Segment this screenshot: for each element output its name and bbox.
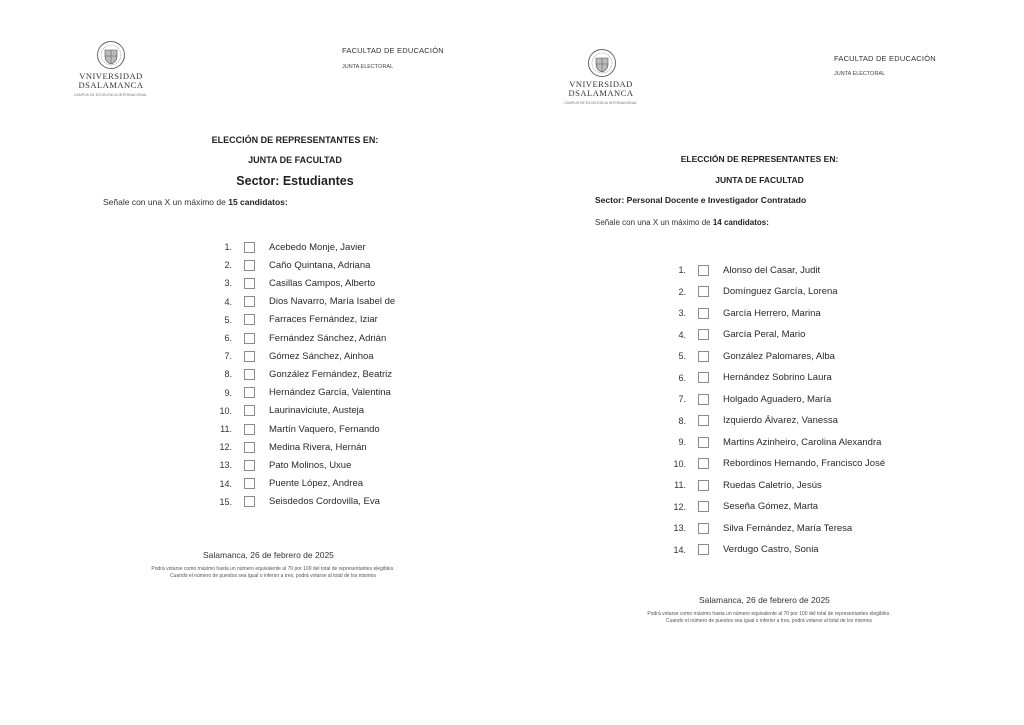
candidate-row	[662, 412, 838, 430]
candidate-number: 11.	[220, 424, 232, 434]
voting-note	[564, 611, 974, 625]
university-seal-icon	[96, 40, 126, 70]
vote-checkbox[interactable]	[244, 369, 255, 380]
candidate-name: Hernández Sobrino Laura	[723, 372, 832, 383]
candidate-number: 8.	[224, 369, 232, 380]
vote-checkbox[interactable]	[244, 405, 255, 416]
sector-title: Sector: Estudiantes	[236, 174, 354, 188]
candidate-number: 14.	[219, 478, 232, 489]
vote-checkbox[interactable]	[698, 286, 709, 297]
date-line: Salamanca, 26 de febrero de 2025	[699, 595, 830, 605]
university-name-line2: DSALAMANCA	[568, 88, 634, 98]
candidate-row	[662, 326, 805, 344]
vote-checkbox[interactable]	[244, 296, 255, 307]
vote-checkbox[interactable]	[698, 458, 709, 469]
candidate-row	[208, 420, 380, 438]
candidate-name: García Peral, Mario	[723, 329, 806, 340]
vote-checkbox[interactable]	[244, 496, 255, 507]
candidate-name: Alonso del Casar, Judit	[723, 264, 821, 276]
junta-electoral-label: JUNTA ELECTORAL	[342, 64, 394, 70]
candidate-name: Casillas Campos, Alberto	[269, 277, 376, 289]
voting-note-line1: Podrá votarse como máximo hasta un número equivalente al 70 por 100 del total de representantes elegibles.	[151, 566, 395, 572]
candidate-number: 6.	[678, 372, 686, 383]
candidate-row	[208, 329, 386, 347]
vote-checkbox[interactable]	[244, 460, 255, 471]
ballot-sheet-teaching-staff	[512, 0, 1024, 725]
vote-checkbox[interactable]	[698, 501, 709, 512]
candidate-name: Izquierdo Álvarez, Vanessa	[723, 415, 838, 426]
voting-note-line2: Cuando el número de puestos sea igual o inferior a tres, podrá votarse al total de los mismos	[170, 573, 376, 579]
candidate-row	[662, 369, 832, 387]
candidate-number: 9.	[678, 437, 686, 447]
candidate-number: 3.	[224, 278, 232, 289]
candidate-name: Verdugo Castro, Sonia	[723, 544, 819, 555]
sector-title: Sector: Personal Docente e Investigador Contratado	[595, 195, 807, 205]
board-heading: JUNTA DE FACULTAD	[715, 175, 804, 185]
university-subtitle: CAMPUS DE EXCELENCIA INTERNACIONAL	[74, 93, 148, 97]
candidate-name: Laurinaviciute, Austeja	[269, 405, 365, 417]
university-name	[568, 80, 634, 98]
candidate-row	[208, 456, 351, 474]
vote-checkbox[interactable]	[698, 329, 709, 340]
candidate-name: Ruedas Caletrío, Jesús	[723, 479, 822, 491]
vote-checkbox[interactable]	[244, 278, 255, 289]
candidate-name: Rebordinos Hernando, Francisco José	[723, 458, 886, 469]
candidate-name: González Palomares, Alba	[723, 350, 835, 362]
vote-checkbox[interactable]	[244, 242, 255, 253]
candidate-number: 9.	[224, 387, 232, 398]
candidate-row	[662, 455, 885, 473]
candidate-number: 11.	[674, 480, 686, 490]
vote-checkbox[interactable]	[698, 308, 709, 319]
faculty-name: FACULTAD DE EDUCACIÓN	[834, 54, 936, 63]
candidate-row	[208, 493, 380, 511]
candidate-number: 4.	[224, 296, 232, 307]
board-heading: JUNTA DE FACULTAD	[248, 155, 342, 165]
vote-checkbox[interactable]	[244, 333, 255, 344]
candidate-name: Holgado Aguadero, María	[723, 393, 832, 405]
vote-checkbox[interactable]	[698, 480, 709, 491]
candidate-name: González Fernández, Beatriz	[269, 368, 393, 380]
candidate-row	[208, 274, 375, 292]
vote-checkbox[interactable]	[244, 478, 255, 489]
vote-checkbox[interactable]	[698, 372, 709, 383]
candidate-number: 4.	[678, 329, 686, 340]
candidate-row	[208, 438, 367, 456]
candidate-row	[208, 238, 366, 256]
voting-note-line2: Cuando el número de puestos sea igual o inferior a tres, podrá votarse al total de los mismos	[666, 618, 872, 624]
instruction-prefix: Señale con una X un máximo de	[595, 218, 713, 227]
candidate-number: 13.	[673, 523, 686, 533]
candidate-row	[662, 347, 835, 365]
candidate-number: 1.	[678, 265, 686, 275]
candidate-number: 13.	[219, 460, 232, 471]
university-name	[78, 72, 144, 90]
candidate-name: Seisdedos Cordovilla, Eva	[269, 496, 380, 508]
candidate-row	[208, 384, 391, 402]
candidate-number: 7.	[678, 394, 686, 404]
candidate-number: 12.	[219, 442, 232, 453]
instruction-max: 15 candidatos:	[228, 197, 288, 207]
candidate-number: 12.	[673, 501, 686, 512]
candidate-number: 14.	[673, 544, 686, 555]
candidate-row	[662, 541, 819, 559]
candidate-name: Gómez Sánchez, Ainhoa	[269, 350, 374, 362]
vote-checkbox[interactable]	[698, 544, 709, 555]
candidate-name: Martín Vaquero, Fernando	[269, 423, 380, 435]
vote-checkbox[interactable]	[244, 260, 255, 271]
date-line: Salamanca, 26 de febrero de 2025	[203, 550, 334, 560]
candidate-row	[662, 433, 881, 451]
vote-checkbox[interactable]	[698, 351, 709, 362]
instruction-text	[103, 197, 288, 207]
candidate-number: 15.	[219, 496, 232, 507]
faculty-name: FACULTAD DE EDUCACIÓN	[342, 46, 444, 55]
candidate-row	[662, 283, 838, 301]
candidate-row	[208, 475, 363, 493]
vote-checkbox[interactable]	[698, 394, 709, 405]
instruction-text	[595, 218, 769, 227]
vote-checkbox[interactable]	[698, 523, 709, 534]
candidate-number: 3.	[678, 308, 686, 318]
candidate-name: Medina Rivera, Hernán	[269, 441, 367, 453]
candidate-row	[662, 304, 821, 322]
candidate-number: 5.	[224, 314, 232, 325]
candidate-number: 2.	[678, 286, 686, 297]
junta-electoral-label: JUNTA ELECTORAL	[834, 71, 886, 77]
instruction-prefix: Señale con una X un máximo de	[103, 197, 229, 207]
candidate-row	[208, 365, 392, 383]
candidate-name: Puente López, Andrea	[269, 478, 364, 490]
candidate-name: Silva Fernández, María Teresa	[723, 522, 853, 534]
candidate-name: Caño Quintana, Adriana	[269, 259, 371, 271]
candidate-name: Domínguez García, Lorena	[723, 286, 838, 297]
election-heading: ELECCIÓN DE REPRESENTANTES EN:	[680, 154, 839, 164]
candidate-number: 10.	[673, 458, 686, 469]
university-name-line1: VNIVERSIDAD	[79, 71, 143, 81]
candidate-row	[662, 390, 831, 408]
vote-checkbox[interactable]	[698, 265, 709, 276]
university-name-line2: DSALAMANCA	[78, 80, 144, 90]
vote-checkbox[interactable]	[244, 314, 255, 325]
candidate-row	[662, 498, 818, 516]
candidate-name: Fernández Sánchez, Adrián	[269, 332, 387, 344]
candidate-name: Martins Azinheiro, Carolina Alexandra	[723, 436, 882, 448]
candidate-name: Pato Molinos, Uxue	[269, 459, 352, 471]
candidate-name: Seseña Gómez, Marta	[723, 501, 819, 512]
candidate-name: Farraces Fernández, Iziar	[269, 314, 378, 326]
candidate-name: Hernández García, Valentina	[269, 387, 391, 399]
candidate-row	[208, 311, 378, 329]
vote-checkbox[interactable]	[244, 351, 255, 362]
candidate-row	[662, 519, 852, 537]
university-name-line1: VNIVERSIDAD	[569, 79, 633, 89]
candidate-row	[208, 347, 374, 365]
vote-checkbox[interactable]	[244, 424, 255, 435]
candidate-row	[662, 476, 822, 494]
candidate-row	[208, 402, 364, 420]
candidate-number: 5.	[678, 351, 686, 361]
voting-note-line1: Podrá votarse como máximo hasta un número equivalente al 70 por 100 del total de representantes elegibles.	[647, 611, 891, 617]
candidate-row	[662, 261, 820, 279]
instruction-max: 14 candidatos:	[712, 218, 769, 227]
university-subtitle: CAMPUS DE EXCELENCIA INTERNACIONAL	[564, 101, 638, 105]
university-seal-icon	[587, 48, 617, 78]
candidate-number: 2.	[224, 260, 232, 271]
candidate-row	[208, 293, 395, 311]
candidate-number: 7.	[224, 351, 232, 362]
vote-checkbox[interactable]	[244, 442, 255, 453]
vote-checkbox[interactable]	[244, 387, 255, 398]
candidate-name: Dios Navarro, María Isabel de	[269, 296, 396, 308]
candidate-number: 6.	[224, 333, 232, 343]
vote-checkbox[interactable]	[698, 415, 709, 426]
candidate-name: Acebedo Monje, Javier	[269, 241, 366, 253]
voting-note	[0, 566, 546, 580]
candidate-number: 10.	[219, 405, 232, 416]
candidate-number: 8.	[678, 415, 686, 426]
election-heading: ELECCIÓN DE REPRESENTANTES EN:	[211, 135, 379, 145]
candidate-row	[208, 256, 370, 274]
candidate-number: 1.	[224, 242, 232, 252]
vote-checkbox[interactable]	[698, 437, 709, 448]
candidate-name: García Herrero, Marina	[723, 307, 821, 319]
